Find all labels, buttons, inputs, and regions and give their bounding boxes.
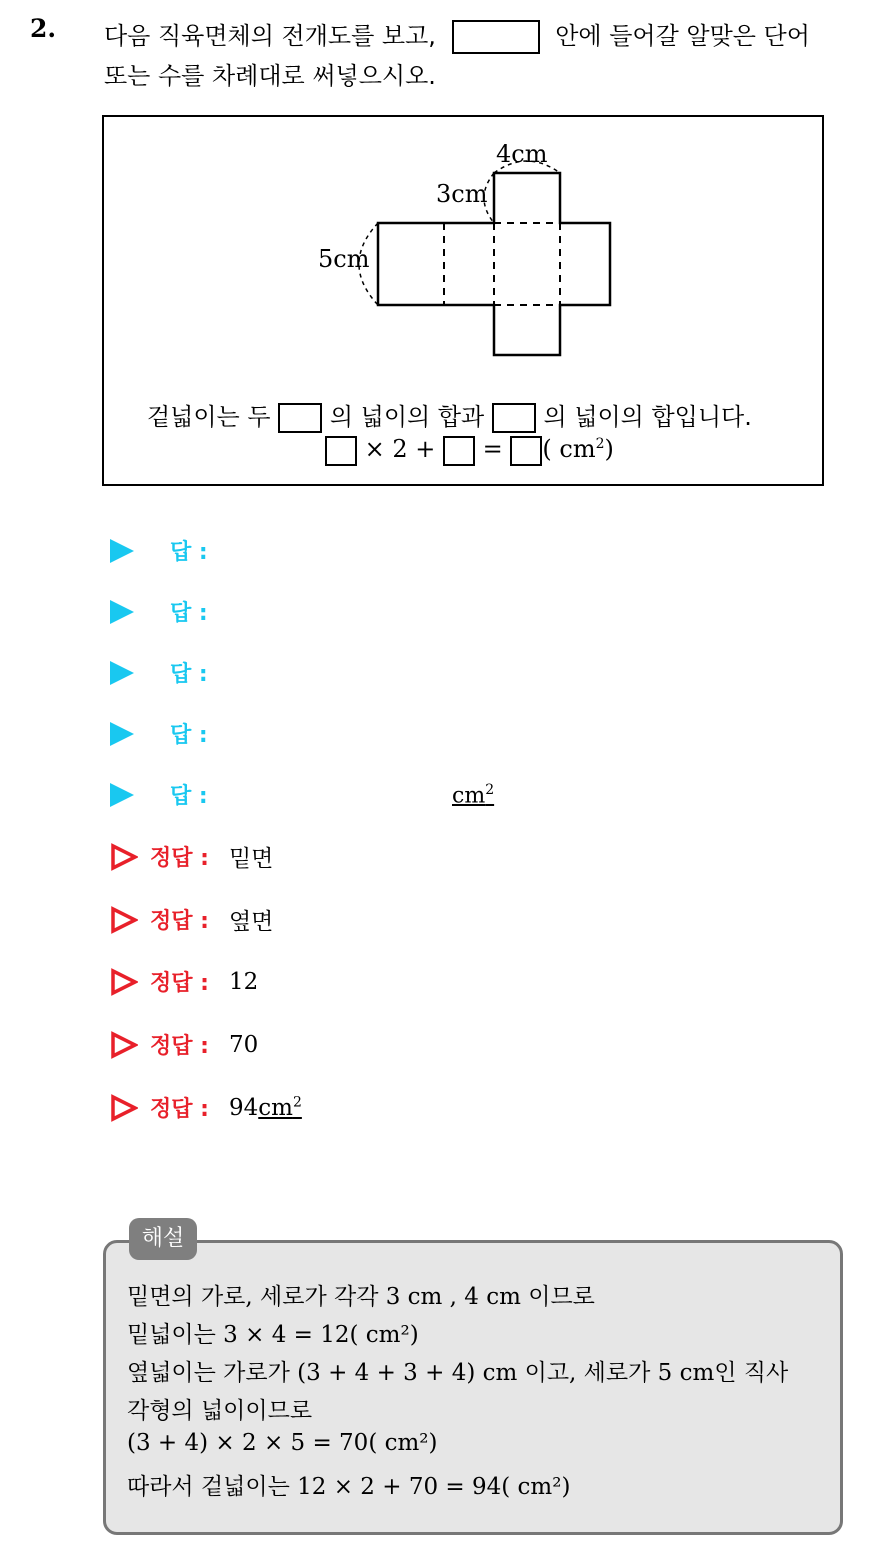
correct-value	[229, 1095, 302, 1121]
sentence-part-c: 의 넓이의 합입니다.	[543, 403, 752, 431]
answer-arrow-icon	[110, 539, 134, 563]
answer-label: 답 :	[170, 601, 208, 626]
correct-label: 정답 :	[150, 846, 209, 871]
explanation-line: 각형의 넓이이므로	[127, 1398, 313, 1424]
answer-row-1	[110, 535, 208, 571]
explanation-line: 옆넓이는 가로가 (3 + 4 + 3 + 4) cm 이고, 세로가 5 cm인 직사	[127, 1360, 789, 1386]
eq-blank-3	[510, 436, 542, 466]
correct-value: 밑면	[228, 846, 274, 872]
correct-value: 70	[228, 1031, 259, 1058]
answer-unit	[452, 782, 494, 808]
correct-arrow-icon	[110, 1094, 138, 1122]
question-text-before: 다음 직육면체의 전개도를 보고,	[104, 22, 436, 50]
correct-label: 정답 :	[150, 971, 209, 996]
answer-row-3	[110, 657, 208, 693]
answer-unit-sup: 2	[485, 782, 495, 798]
correct-arrow-icon	[110, 968, 138, 996]
answer-row-5	[110, 779, 208, 815]
figure-sentence	[147, 397, 752, 433]
answer-arrow-icon	[110, 661, 134, 685]
answer-arrow-icon	[110, 783, 134, 807]
correct-value-number: 94	[228, 1094, 259, 1121]
correct-label: 정답 :	[150, 909, 209, 934]
eq-close: )	[604, 435, 614, 463]
eq-blank-1	[325, 436, 357, 466]
correct-unit-sup: 2	[292, 1094, 302, 1111]
eq-equals: =	[482, 435, 503, 463]
explanation-line: 따라서 겉넓이는 12 × 2 + 70 = 94( cm²)	[127, 1474, 571, 1500]
answer-label: 답 :	[170, 723, 208, 748]
correct-row-1	[110, 840, 273, 876]
answer-label: 답 :	[170, 540, 208, 565]
correct-label: 정답 :	[150, 1034, 209, 1059]
eq-blank-2	[443, 436, 475, 466]
answer-label: 답 :	[170, 662, 208, 687]
answer-label: 답 :	[170, 784, 208, 809]
explanation-line: 밑넓이는 3 × 4 = 12( cm²)	[127, 1322, 419, 1348]
correct-value: 옆면	[228, 909, 274, 935]
eq-unit: ( cm	[542, 435, 596, 463]
question-line-2: 또는 수를 차례대로 써넣으시오.	[104, 62, 436, 90]
explanation-line: 밑면의 가로, 세로가 각각 3 cm , 4 cm 이므로	[127, 1284, 595, 1310]
figure-equation	[325, 435, 614, 466]
correct-arrow-icon	[110, 1031, 138, 1059]
blank-box-1	[278, 403, 322, 433]
correct-row-4	[110, 1029, 258, 1065]
answer-unit-text: cm	[452, 783, 486, 809]
explanation-line: (3 + 4) × 2 × 5 = 70( cm²)	[127, 1430, 438, 1456]
label-4cm: 4cm	[496, 140, 548, 168]
eq-times: × 2 +	[364, 435, 436, 463]
correct-arrow-icon	[110, 906, 138, 934]
explanation-tab: 해설	[129, 1218, 197, 1260]
answer-arrow-icon	[110, 722, 134, 746]
sentence-part-b: 의 넓이의 합과	[329, 403, 485, 431]
correct-unit: cm	[258, 1094, 293, 1121]
correct-row-2	[110, 903, 273, 939]
question-number: 2.	[30, 14, 57, 43]
correct-row-5	[110, 1092, 302, 1128]
correct-label: 정답 :	[150, 1097, 209, 1122]
answer-blank-box	[452, 20, 540, 54]
question-text-after: 안에 들어갈 알맞은 단어	[555, 22, 810, 50]
label-3cm: 3cm	[436, 180, 488, 208]
label-5cm: 5cm	[318, 245, 370, 273]
question-line-1	[104, 16, 810, 54]
answer-row-4	[110, 718, 208, 754]
correct-row-3	[110, 966, 258, 1002]
correct-arrow-icon	[110, 843, 138, 871]
sentence-part-a: 겉넓이는 두	[147, 403, 271, 431]
correct-value: 12	[228, 968, 259, 995]
answer-row-2	[110, 596, 208, 632]
eq-unit-sup: 2	[595, 436, 605, 452]
answer-arrow-icon	[110, 600, 134, 624]
blank-box-2	[492, 403, 536, 433]
